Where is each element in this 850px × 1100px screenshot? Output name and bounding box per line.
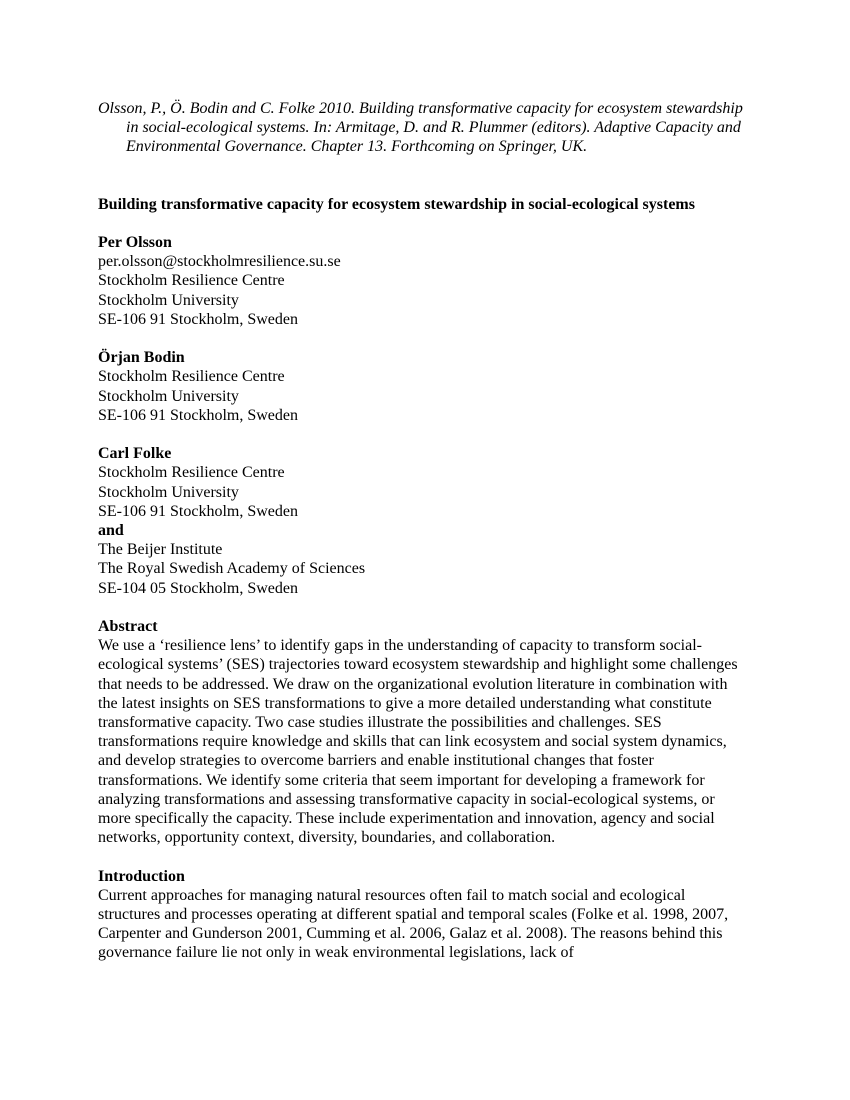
abstract-section — [98, 617, 750, 847]
author-affiliation-line: The Royal Swedish Academy of Sciences — [98, 560, 366, 578]
introduction-text: Current approaches for managing natural resources often fail to match social and ecological structures and processes operating at different spatial and temporal scales (Folke et al. 1998, 2007, Carpenter and Gunderson 2001, Cumming et al. 2006, Galaz et al. 2008). The reasons behind this governance failure lie not only in weak environmental legislations, lack of — [98, 886, 729, 962]
abstract-heading: Abstract — [98, 618, 158, 636]
introduction-section — [98, 867, 750, 963]
author-affiliation-line: SE-106 91 Stockholm, Sweden — [98, 310, 298, 328]
author-affiliation-line: Stockholm University — [98, 387, 239, 405]
abstract-text: We use a ‘resilience lens’ to identify gaps in the understanding of capacity to transform social-ecological systems’ (SES) trajectories toward ecosystem stewardship and highlight some challenges that needs to be addressed. We draw on the organizational evolution literature in combination with the latest insights on SES transformations to give a more detailed understanding what constitute transformative capacity. Two case studies illustrate the possibilities and challenges. SES transformations require knowledge and skills that can link ecosystem and social system dynamics, and develop strategies to overcome barriers and enable institutional changes that foster transformations. We identify some criteria that seem important for developing a framework for analyzing transformations and assessing transformative capacity in social-ecological systems, or more specifically the capacity. These include experimentation and innovation, agency and social networks, opportunity context, diversity, boundaries, and collaboration. — [98, 637, 738, 847]
author-block-bodin — [98, 348, 750, 425]
author-affiliation-line: SE-104 05 Stockholm, Sweden — [98, 579, 298, 597]
author-block-folke — [98, 444, 750, 598]
author-name: Carl Folke — [98, 445, 172, 463]
author-affiliation-line: The Beijer Institute — [98, 541, 223, 559]
introduction-heading: Introduction — [98, 867, 185, 885]
author-affiliation-line: Stockholm Resilience Centre — [98, 464, 285, 482]
author-affiliation-line: SE-106 91 Stockholm, Sweden — [98, 502, 298, 520]
paper-title: Building transformative capacity for ecosystem stewardship in social-ecological systems — [98, 195, 695, 213]
author-block-olsson — [98, 233, 750, 329]
document-page — [98, 99, 750, 963]
author-affiliation-line: Stockholm University — [98, 291, 239, 309]
citation: Olsson, P., Ö. Bodin and C. Folke 2010. Building transformative capacity for ecosystem stewardship in social-ecological systems. In: Armitage, D. and R. Plummer (editors). Adaptive Capacity and Environmental Governance. Chapter 13. Forthcoming on Springer, UK. — [98, 100, 743, 156]
author-affiliation-line: Stockholm Resilience Centre — [98, 272, 285, 290]
author-affiliation-line: Stockholm Resilience Centre — [98, 368, 285, 386]
author-name: Per Olsson — [98, 234, 172, 251]
author-affiliation-line: Stockholm University — [98, 483, 239, 501]
affiliation-connector: and — [98, 522, 124, 540]
author-name: Örjan Bodin — [98, 349, 185, 367]
author-affiliation-line: SE-106 91 Stockholm, Sweden — [98, 406, 298, 424]
author-email: per.olsson@stockholmresilience.su.se — [98, 253, 341, 271]
